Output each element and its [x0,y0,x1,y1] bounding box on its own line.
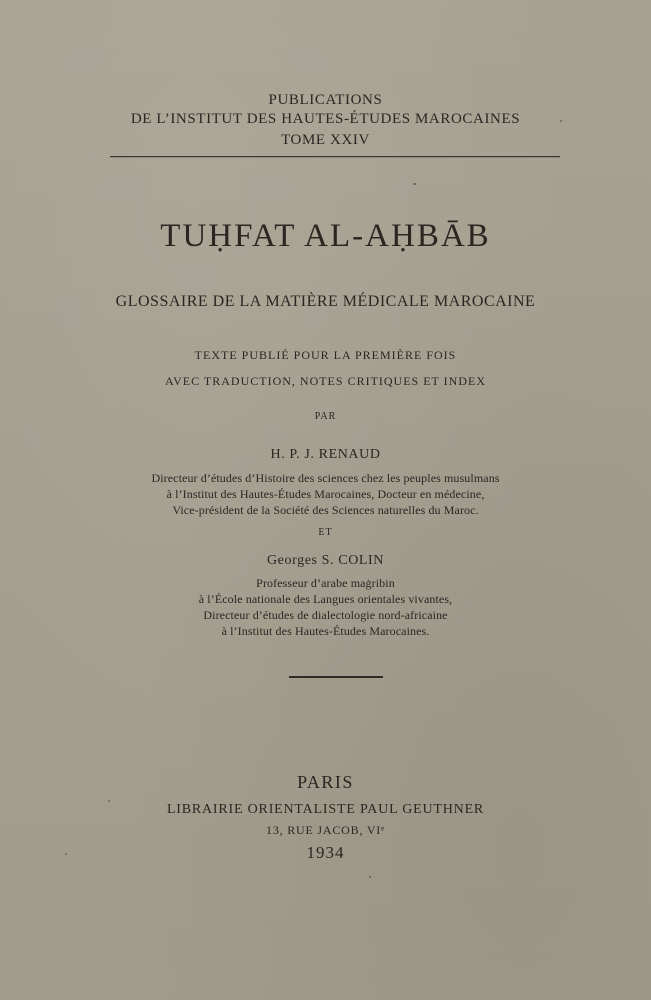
author-renaud-affiliation-2: à l’Institut des Hautes-Études Marocaines, Docteur en médecine, [166,487,485,501]
paper-speck [108,800,110,802]
paper-speck [65,853,67,855]
publication-year: 1934 [306,843,345,862]
description-line-2: AVEC TRADUCTION, NOTES CRITIQUES ET INDEX [165,374,486,388]
author-colin-affiliation-3: Directeur d’études de dialectologie nord-africaine [203,608,448,622]
author-colin-affiliation-1: Professeur d’arabe maġribin [256,576,395,590]
paper-speck [413,183,416,185]
author-renaud-affiliation-1: Directeur d’études d’Histoire des sciences chez les peuples musulmans [151,471,500,485]
author-renaud-affiliation-3: Vice-président de la Société des Sciences naturelles du Maroc. [172,503,479,517]
description-line-1: TEXTE PUBLIÉ POUR LA PREMIÈRE FOIS [194,348,457,362]
author-renaud: H. P. J. RENAUD [270,447,381,462]
book-subtitle: GLOSSAIRE DE LA MATIÈRE MÉDICALE MAROCAINE [115,293,536,310]
paper-speck [560,120,562,122]
publisher-name: LIBRAIRIE ORIENTALISTE PAUL GEUTHNER [166,802,485,817]
par-label: PAR [314,411,337,422]
book-title: TUḤFAT AL-AḤBĀB [160,218,491,254]
author-colin: Georges S. COLIN [266,553,385,568]
top-rule [110,156,560,157]
publisher-city: PARIS [297,772,354,792]
series-institute: DE L’INSTITUT DES HAUTES-ÉTUDES MAROCAINES [130,111,521,127]
paper-speck [369,876,371,878]
bottom-rule [289,676,383,678]
series-volume: TOME XXIV [281,132,370,148]
et-label: ET [318,527,333,538]
author-colin-affiliation-4: à l’Institut des Hautes-Études Marocaines. [221,624,430,638]
publisher-address: 13, RUE JACOB, VIᵉ [266,823,385,837]
author-colin-affiliation-2: à l’École nationale des Langues orientales vivantes, [198,592,453,606]
series-title: PUBLICATIONS [268,92,383,108]
